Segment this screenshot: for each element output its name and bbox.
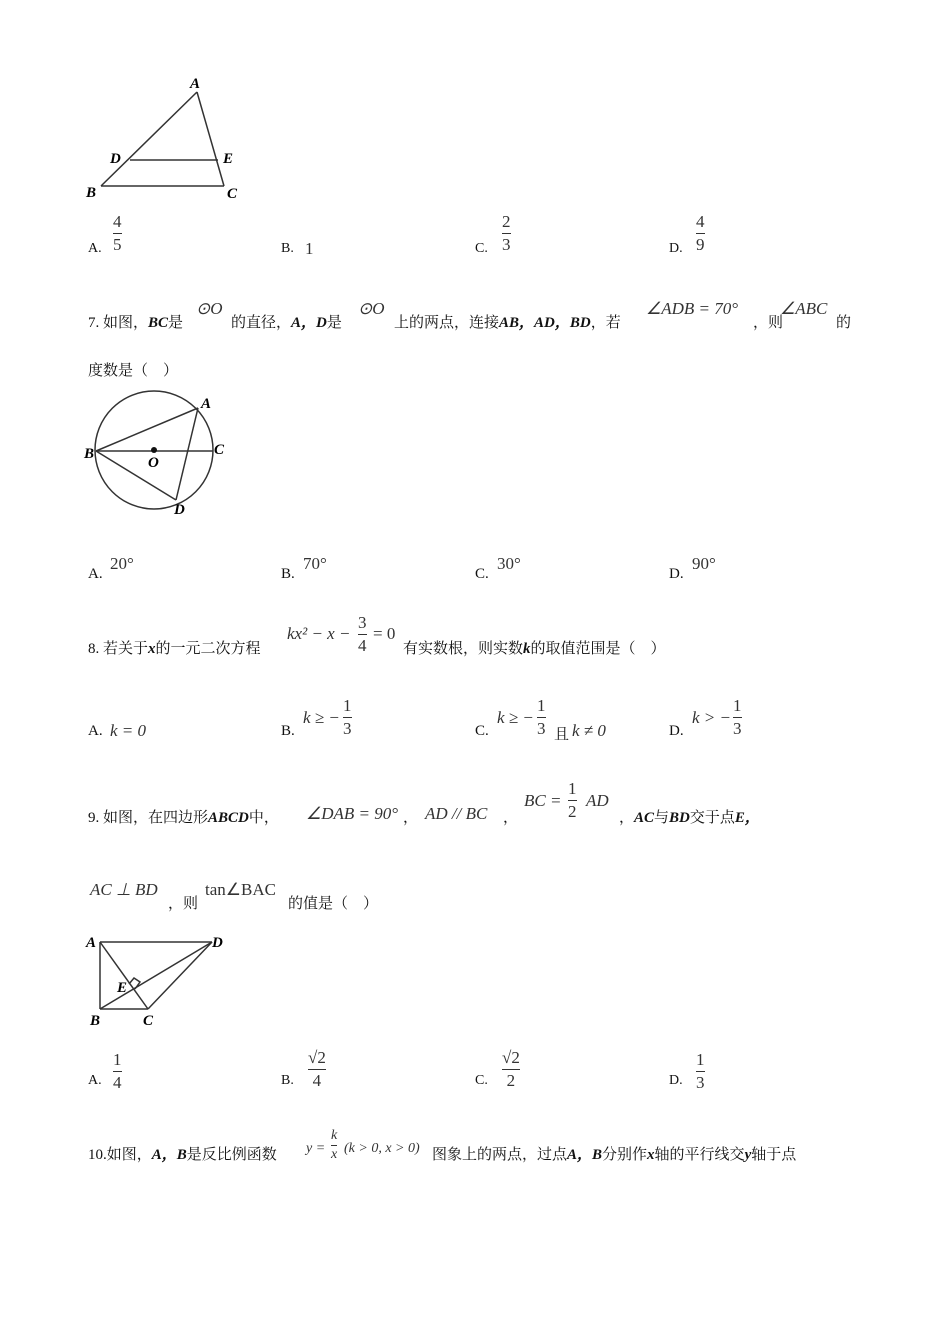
q8-option-c-num: 1 (537, 696, 546, 715)
q9-stem-part2 (619, 806, 760, 827)
q8-text: 若关于 (103, 641, 149, 657)
q8-option-d-fraction (733, 696, 742, 739)
q7-label-c: C (214, 442, 225, 458)
q9-label-c: C (143, 1013, 154, 1029)
q8-text: 有实数根，则实数 (403, 641, 524, 657)
q9-text: 交于点 (689, 810, 735, 826)
q6-label-a: A (190, 76, 201, 92)
q8-stem-part1 (88, 637, 261, 658)
q8-option-d-num: 1 (733, 696, 742, 715)
q10-number: 10. (88, 1147, 107, 1163)
q8-option-b-fraction (343, 696, 352, 739)
q7-option-a-value: 20° (110, 554, 134, 573)
q7-stem-line2: 度数是（ ） (88, 363, 179, 379)
q9-parallel: AD // BC (425, 804, 488, 823)
q6-label-b: B (86, 185, 97, 201)
q9-quadrilateral-figure (80, 928, 240, 1033)
q9-comma-1: ， (403, 810, 419, 826)
q9-ad: AD (586, 791, 609, 810)
q9-option-a-den: 4 (113, 1073, 122, 1092)
q6-side-ac (197, 92, 224, 186)
q7-text: ，若 (590, 315, 621, 331)
q7-chord-bd (96, 451, 176, 500)
q8-stem-part2 (403, 637, 666, 658)
q9-option-b-den: 4 (312, 1071, 322, 1090)
q9-e: E， (734, 810, 760, 826)
q7-ad: A，D (291, 315, 327, 331)
q9-bd: BD (669, 810, 690, 826)
q7-text: 如图， (103, 315, 149, 331)
q8-option-b-expr: k ≥ − (303, 708, 340, 727)
q8-option-c-tail2: k ≠ 0 (572, 721, 606, 740)
q8-option-b-den: 3 (343, 719, 352, 738)
q9-option-c-den: 2 (506, 1071, 516, 1090)
q9-label-e: E (117, 980, 128, 996)
q6-option-a-num: 4 (113, 212, 122, 231)
q10-stem-part2 (432, 1143, 796, 1164)
q9-stem-part3: ，则 (168, 896, 199, 912)
q7-text: 的直径， (231, 315, 292, 331)
q8-x: x (148, 641, 156, 657)
q9-ac: AC (634, 810, 655, 826)
q9-perp: AC ⊥ BD (90, 880, 158, 899)
q8-k: k (523, 641, 531, 657)
q7-option-c-value: 30° (497, 554, 521, 573)
q6-option-d-den: 9 (696, 235, 705, 254)
q8-option-a-letter: A. (88, 723, 103, 739)
q6-option-a-letter: A. (88, 241, 102, 256)
q9-option-d-letter: D. (669, 1073, 683, 1088)
q6-option-d-letter: D. (669, 241, 683, 256)
q9-option-c-letter: C. (475, 1073, 488, 1088)
q10-stem-part1 (88, 1143, 277, 1164)
q9-half-den: 2 (568, 802, 577, 821)
q9-label-d: D (212, 935, 223, 951)
q8-eq-den: 4 (358, 636, 367, 655)
q9-half-num: 1 (568, 779, 577, 798)
q8-option-c-expr: k ≥ − (497, 708, 534, 727)
q9-option-b-num: √2 (308, 1048, 326, 1067)
q6-option-d-fraction (696, 212, 705, 255)
q7-option-b-letter: B. (281, 566, 295, 582)
q7-chord-ad (176, 408, 198, 500)
q7-option-c-letter: C. (475, 566, 489, 582)
q8-option-c-letter: C. (475, 723, 489, 739)
q7-stem-part4: ，则 (753, 315, 784, 331)
q10-kx-fraction (331, 1128, 337, 1163)
q7-circle-o-1: ⊙O (196, 299, 223, 318)
q8-equation-right: = 0 (373, 624, 396, 643)
q8-text: 的一元二次方程 (155, 641, 261, 657)
q9-diagonal-bd (100, 942, 212, 1009)
q7-stem-part3 (394, 311, 621, 332)
q7-bc: BC (148, 315, 169, 331)
q7-angle-adb: ∠ADB = 70° (646, 299, 739, 318)
q6-option-c-num: 2 (502, 212, 511, 231)
q10-condition: (k > 0, x > 0) (344, 1141, 420, 1156)
q10-text: 是反比例函数 (186, 1147, 277, 1163)
q10-ab2: A，B (567, 1147, 603, 1163)
q9-option-b-letter: B. (281, 1073, 294, 1088)
q6-option-a-den: 5 (113, 235, 122, 254)
q9-option-a-fraction (113, 1050, 122, 1093)
q7-stem-part2 (231, 311, 342, 332)
q7-option-d-value: 90° (692, 554, 716, 573)
q7-stem-line1 (88, 311, 183, 332)
q8-eq-num: 3 (358, 613, 367, 632)
q6-option-c-fraction (502, 212, 511, 255)
q7-angle-abc: ∠ABC (780, 299, 828, 318)
q8-option-a-expr: k = 0 (110, 721, 147, 740)
q7-option-a-letter: A. (88, 566, 103, 582)
q10-text: 轴的平行线交 (654, 1147, 745, 1163)
q6-option-d-num: 4 (696, 212, 705, 231)
q10-y: y (744, 1147, 752, 1163)
q9-option-d-num: 1 (696, 1050, 705, 1069)
q10-text: 分别作 (602, 1147, 648, 1163)
q7-center-dot (151, 447, 157, 453)
q9-option-a-num: 1 (113, 1050, 122, 1069)
q8-option-c-den: 3 (537, 719, 546, 738)
q10-ab: A，B (151, 1147, 187, 1163)
q9-option-d-den: 3 (696, 1073, 705, 1092)
q10-text: 图象上的两点，过点 (432, 1147, 568, 1163)
q7-segments: AB，AD，BD (499, 315, 591, 331)
q8-number: 8. (88, 641, 100, 657)
q6-option-a-fraction (113, 212, 122, 255)
q9-half-fraction (568, 779, 577, 822)
q6-label-c: C (227, 186, 238, 202)
q9-side-cd (148, 942, 212, 1009)
q9-option-c-num: √2 (502, 1048, 520, 1067)
q9-text: 与 (654, 810, 670, 826)
q6-label-d: D (110, 151, 121, 167)
q10-text: 轴于点 (751, 1147, 797, 1163)
q8-option-d-den: 3 (733, 719, 742, 738)
q8-option-d-expr: k > − (692, 708, 731, 727)
q9-stem-part4: 的值是（ ） (288, 896, 379, 912)
q9-text: ， (619, 810, 635, 826)
q8-option-b-num: 1 (343, 696, 352, 715)
q9-bc-eq: BC = (524, 791, 562, 810)
q8-equation-left: kx² − x − (287, 624, 351, 643)
q9-comma-2: ， (503, 810, 519, 826)
q9-number: 9. (88, 810, 100, 826)
q7-stem-part5: 的 (836, 315, 852, 331)
q6-option-c-letter: C. (475, 241, 488, 256)
q7-text: 是 (326, 315, 342, 331)
q8-equation-fraction (358, 613, 367, 656)
q9-option-c-fraction (502, 1048, 520, 1091)
q7-number: 7. (88, 315, 100, 331)
q10-f-num: k (331, 1128, 338, 1143)
q8-option-b-letter: B. (281, 723, 295, 739)
q7-text: 上的两点，连接 (394, 315, 500, 331)
q9-option-b-fraction (308, 1048, 326, 1091)
q9-diagonal-ac (100, 942, 148, 1009)
q9-text: 中， (248, 810, 279, 826)
q7-label-o: O (148, 455, 159, 471)
q10-x: x (647, 1147, 655, 1163)
q6-triangle-figure (80, 70, 260, 210)
q9-angle-dab: ∠DAB = 90° (306, 804, 399, 823)
q9-option-d-fraction (696, 1050, 705, 1093)
q7-label-b: B (84, 446, 95, 462)
q8-option-c-fraction (537, 696, 546, 739)
q9-text: 如图，在四边形 (103, 810, 209, 826)
q10-text: 如图， (106, 1147, 152, 1163)
q8-text: 的取值范围是（ ） (530, 641, 666, 657)
q6-label-e: E (223, 151, 234, 167)
q10-y-eq: y = (306, 1141, 326, 1156)
q10-f-den: x (331, 1147, 338, 1162)
q7-option-b-value: 70° (303, 554, 327, 573)
q7-option-d-letter: D. (669, 566, 684, 582)
q6-option-c-den: 3 (502, 235, 511, 254)
q7-chord-ab (96, 408, 198, 451)
q7-text: 是 (168, 315, 184, 331)
q7-circle-o-2: ⊙O (358, 299, 385, 318)
q7-label-a: A (201, 396, 212, 412)
q9-stem-part1 (88, 806, 279, 827)
q6-option-b-letter: B. (281, 241, 294, 256)
q6-option-b-value: 1 (305, 239, 314, 258)
q6-side-ab (101, 92, 197, 186)
q9-tan: tan∠BAC (205, 880, 276, 899)
q8-option-d-letter: D. (669, 723, 684, 739)
q7-circle-figure (80, 390, 240, 520)
q9-abcd: ABCD (208, 810, 249, 826)
q9-label-a: A (86, 935, 97, 951)
q7-label-d: D (174, 502, 185, 518)
q8-option-c-tail1: 且 (554, 727, 570, 743)
q9-option-a-letter: A. (88, 1073, 102, 1088)
q9-label-b: B (90, 1013, 101, 1029)
